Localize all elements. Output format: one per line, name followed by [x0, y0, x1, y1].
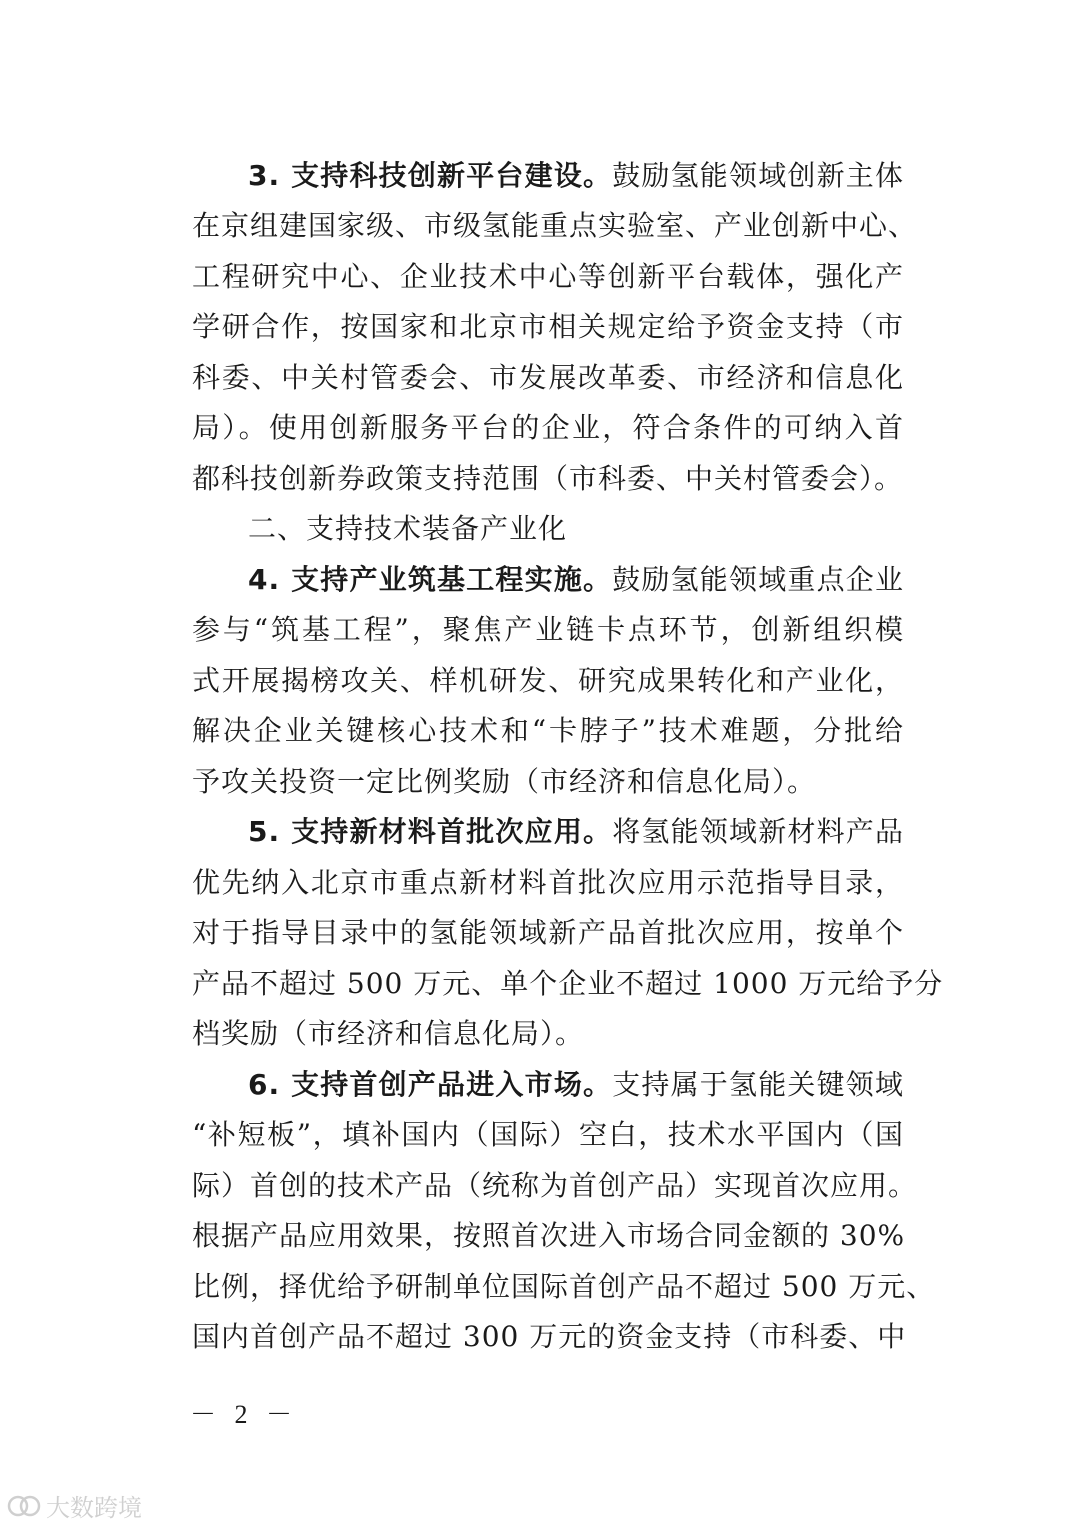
paragraph-4-line-1: 4. 支持产业筑基工程实施。鼓励氢能领域重点企业 — [248, 563, 904, 596]
paragraph-5-line-1: 5. 支持新材料首批次应用。将氢能领域新材料产品 — [248, 815, 904, 848]
paragraph-5-line-5: 档奖励（市经济和信息化局）。 — [192, 1017, 585, 1050]
paragraph-4-heading: 4. 支持产业筑基工程实施。 — [248, 563, 613, 596]
paragraph-5-line-3: 对于指导目录中的氢能领域新产品首批次应用，按单个 — [192, 916, 904, 949]
watermark-logo-icon — [6, 1491, 42, 1521]
paragraph-3-line-7: 都科技创新券政策支持范围（市科委、中关村管委会）。 — [192, 462, 904, 495]
paragraph-3-line-1: 3. 支持科技创新平台建设。鼓励氢能领域创新主体 — [248, 159, 904, 192]
paragraph-3-line-6: 局）。使用创新服务平台的企业，符合条件的可纳入首 — [192, 411, 904, 444]
paragraph-5-line-2: 优先纳入北京市重点新材料首批次应用示范指导目录， — [192, 866, 904, 899]
paragraph-4-line-3: 式开展揭榜攻关、样机研发、研究成果转化和产业化， — [192, 664, 904, 697]
paragraph-3-line-4: 学研合作，按国家和北京市相关规定给予资金支持（市 — [192, 310, 904, 343]
paragraph-4-line-4: 解决企业关键核心技术和“卡脖子”技术难题，分批给 — [192, 714, 904, 747]
paragraph-6-line-3: 际）首创的技术产品（统称为首创产品）实现首次应用。 — [192, 1169, 918, 1202]
paragraph-3-line-5: 科委、中关村管委会、市发展改革委、市经济和信息化 — [192, 361, 904, 394]
paragraph-6-line-1: 6. 支持首创产品进入市场。支持属于氢能关键领域 — [248, 1068, 904, 1101]
paragraph-3-line-3: 工程研究中心、企业技术中心等创新平台载体，强化产 — [192, 260, 904, 293]
paragraph-6-line-5: 比例，择优给予研制单位国际首创产品不超过 500 万元、 — [192, 1270, 936, 1303]
paragraph-5-heading: 5. 支持新材料首批次应用。 — [248, 815, 613, 848]
watermark-text: 大数跨境 — [46, 1494, 142, 1522]
paragraph-6-line-4: 根据产品应用效果，按照首次进入市场合同金额的 30% — [192, 1219, 906, 1252]
paragraph-6-line-6: 国内首创产品不超过 300 万元的资金支持（市科委、中 — [192, 1320, 907, 1353]
paragraph-5-line-4: 产品不超过 500 万元、单个企业不超过 1000 万元给予分 — [192, 967, 944, 1000]
paragraph-4-line-2: 参与“筑基工程”，聚焦产业链卡点环节，创新组织模 — [192, 613, 904, 646]
paragraph-6-line-2: “补短板”，填补国内（国际）空白，技术水平国内（国 — [192, 1118, 904, 1151]
paragraph-3-heading: 3. 支持科技创新平台建设。 — [248, 159, 613, 192]
page-number: － 2 － — [190, 1400, 299, 1429]
paragraph-3-line-2: 在京组建国家级、市级氢能重点实验室、产业创新中心、 — [192, 209, 918, 242]
paragraph-4-line-5: 予攻关投资一定比例奖励（市经济和信息化局）。 — [192, 765, 817, 798]
watermark — [6, 1488, 142, 1523]
section-heading-2: 二、支持技术装备产业化 — [248, 512, 568, 545]
paragraph-6-heading: 6. 支持首创产品进入市场。 — [248, 1068, 613, 1101]
